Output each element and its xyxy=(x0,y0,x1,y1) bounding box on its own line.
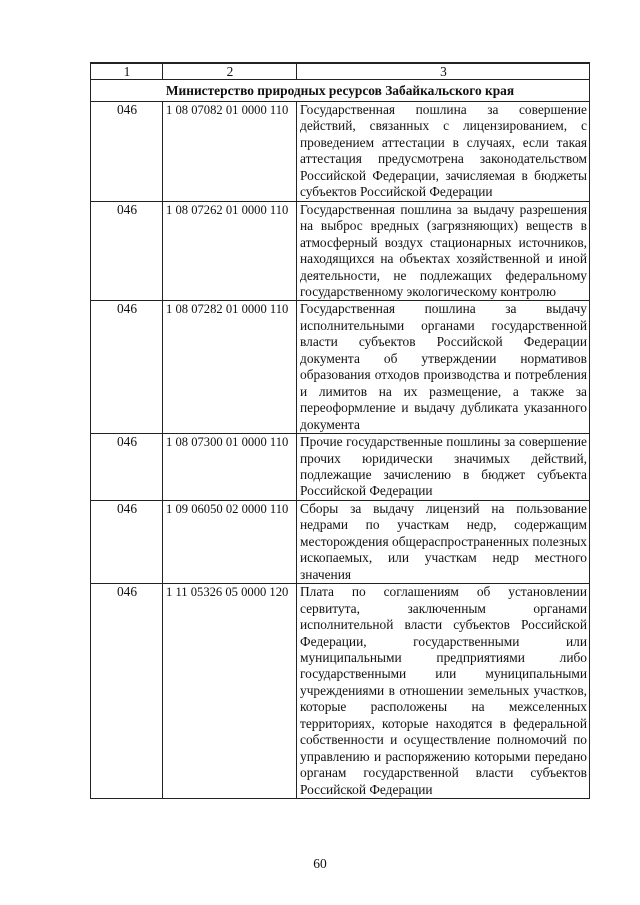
admin-code-cell: 046 xyxy=(91,301,163,434)
table-header-row xyxy=(91,63,590,80)
description-cell: Плата по соглашениям об установлении сервитута, заключенным органами исполнительной власти субъектов Российской Федерации, государственными или муниципальными предприятиями либо государственными или муниципальными учреждениями в отношении земельных участков, которые расположены на межселенных территориях, которые находятся в федеральной собственности и осуществление полномочий по управлению и распоряжению которыми передано органам государственной власти субъектов Российской Федерации xyxy=(297,584,590,799)
table-row xyxy=(91,500,590,583)
description-cell: Государственная пошлина за выдачу исполнительными органами государственной власти субъектов Российской Федерации документа об утверждении нормативов образования отходов производства и потребления и лимитов на их размещение, а также за переоформление и выдачу дубликата указанного документа xyxy=(297,301,590,434)
column-header-3: 3 xyxy=(297,63,590,80)
budget-code-cell: 1 08 07282 01 0000 110 xyxy=(163,301,297,434)
admin-code-cell: 046 xyxy=(91,500,163,583)
description-cell: Государственная пошлина за выдачу разрешения на выброс вредных (загрязняющих) веществ в атмосферный воздух стационарных источников, находящихся на объектах хозяйственной и иной деятельности, не подлежащих федеральному государственному экологическому контролю xyxy=(297,201,590,301)
table-row xyxy=(91,584,590,799)
admin-code-cell: 046 xyxy=(91,434,163,501)
revenue-codes-table xyxy=(90,62,590,799)
table-row xyxy=(91,434,590,501)
budget-code-cell: 1 08 07262 01 0000 110 xyxy=(163,201,297,301)
description-cell: Государственная пошлина за совершение действий, связанных с лицензированием, с проведением аттестации в случаях, если такая аттестация предусмотрена законодательством Российской Федерации, зачисляемая в бюджеты субъектов Российской Федерации xyxy=(297,102,590,202)
description-cell: Сборы за выдачу лицензий на пользование недрами по участкам недр, содержащим месторождения общераспространенных полезных ископаемых, или участкам недр местного значения xyxy=(297,500,590,583)
table-row xyxy=(91,301,590,434)
page-number: 60 xyxy=(313,856,327,871)
admin-code-cell: 046 xyxy=(91,102,163,202)
admin-code-cell: 046 xyxy=(91,584,163,799)
column-header-2: 2 xyxy=(163,63,297,80)
budget-code-cell: 1 11 05326 05 0000 120 xyxy=(163,584,297,799)
table-row xyxy=(91,102,590,202)
column-header-1: 1 xyxy=(91,63,163,80)
admin-code-cell: 046 xyxy=(91,201,163,301)
ministry-title: Министерство природных ресурсов Забайкальского края xyxy=(91,80,590,102)
ministry-section-row xyxy=(91,80,590,102)
description-cell: Прочие государственные пошлины за совершение прочих юридически значимых действий, подлежащие зачислению в бюджет субъекта Российской Федерации xyxy=(297,434,590,501)
budget-code-cell: 1 08 07082 01 0000 110 xyxy=(163,102,297,202)
table-row xyxy=(91,201,590,301)
budget-code-cell: 1 08 07300 01 0000 110 xyxy=(163,434,297,501)
budget-code-cell: 1 09 06050 02 0000 110 xyxy=(163,500,297,583)
